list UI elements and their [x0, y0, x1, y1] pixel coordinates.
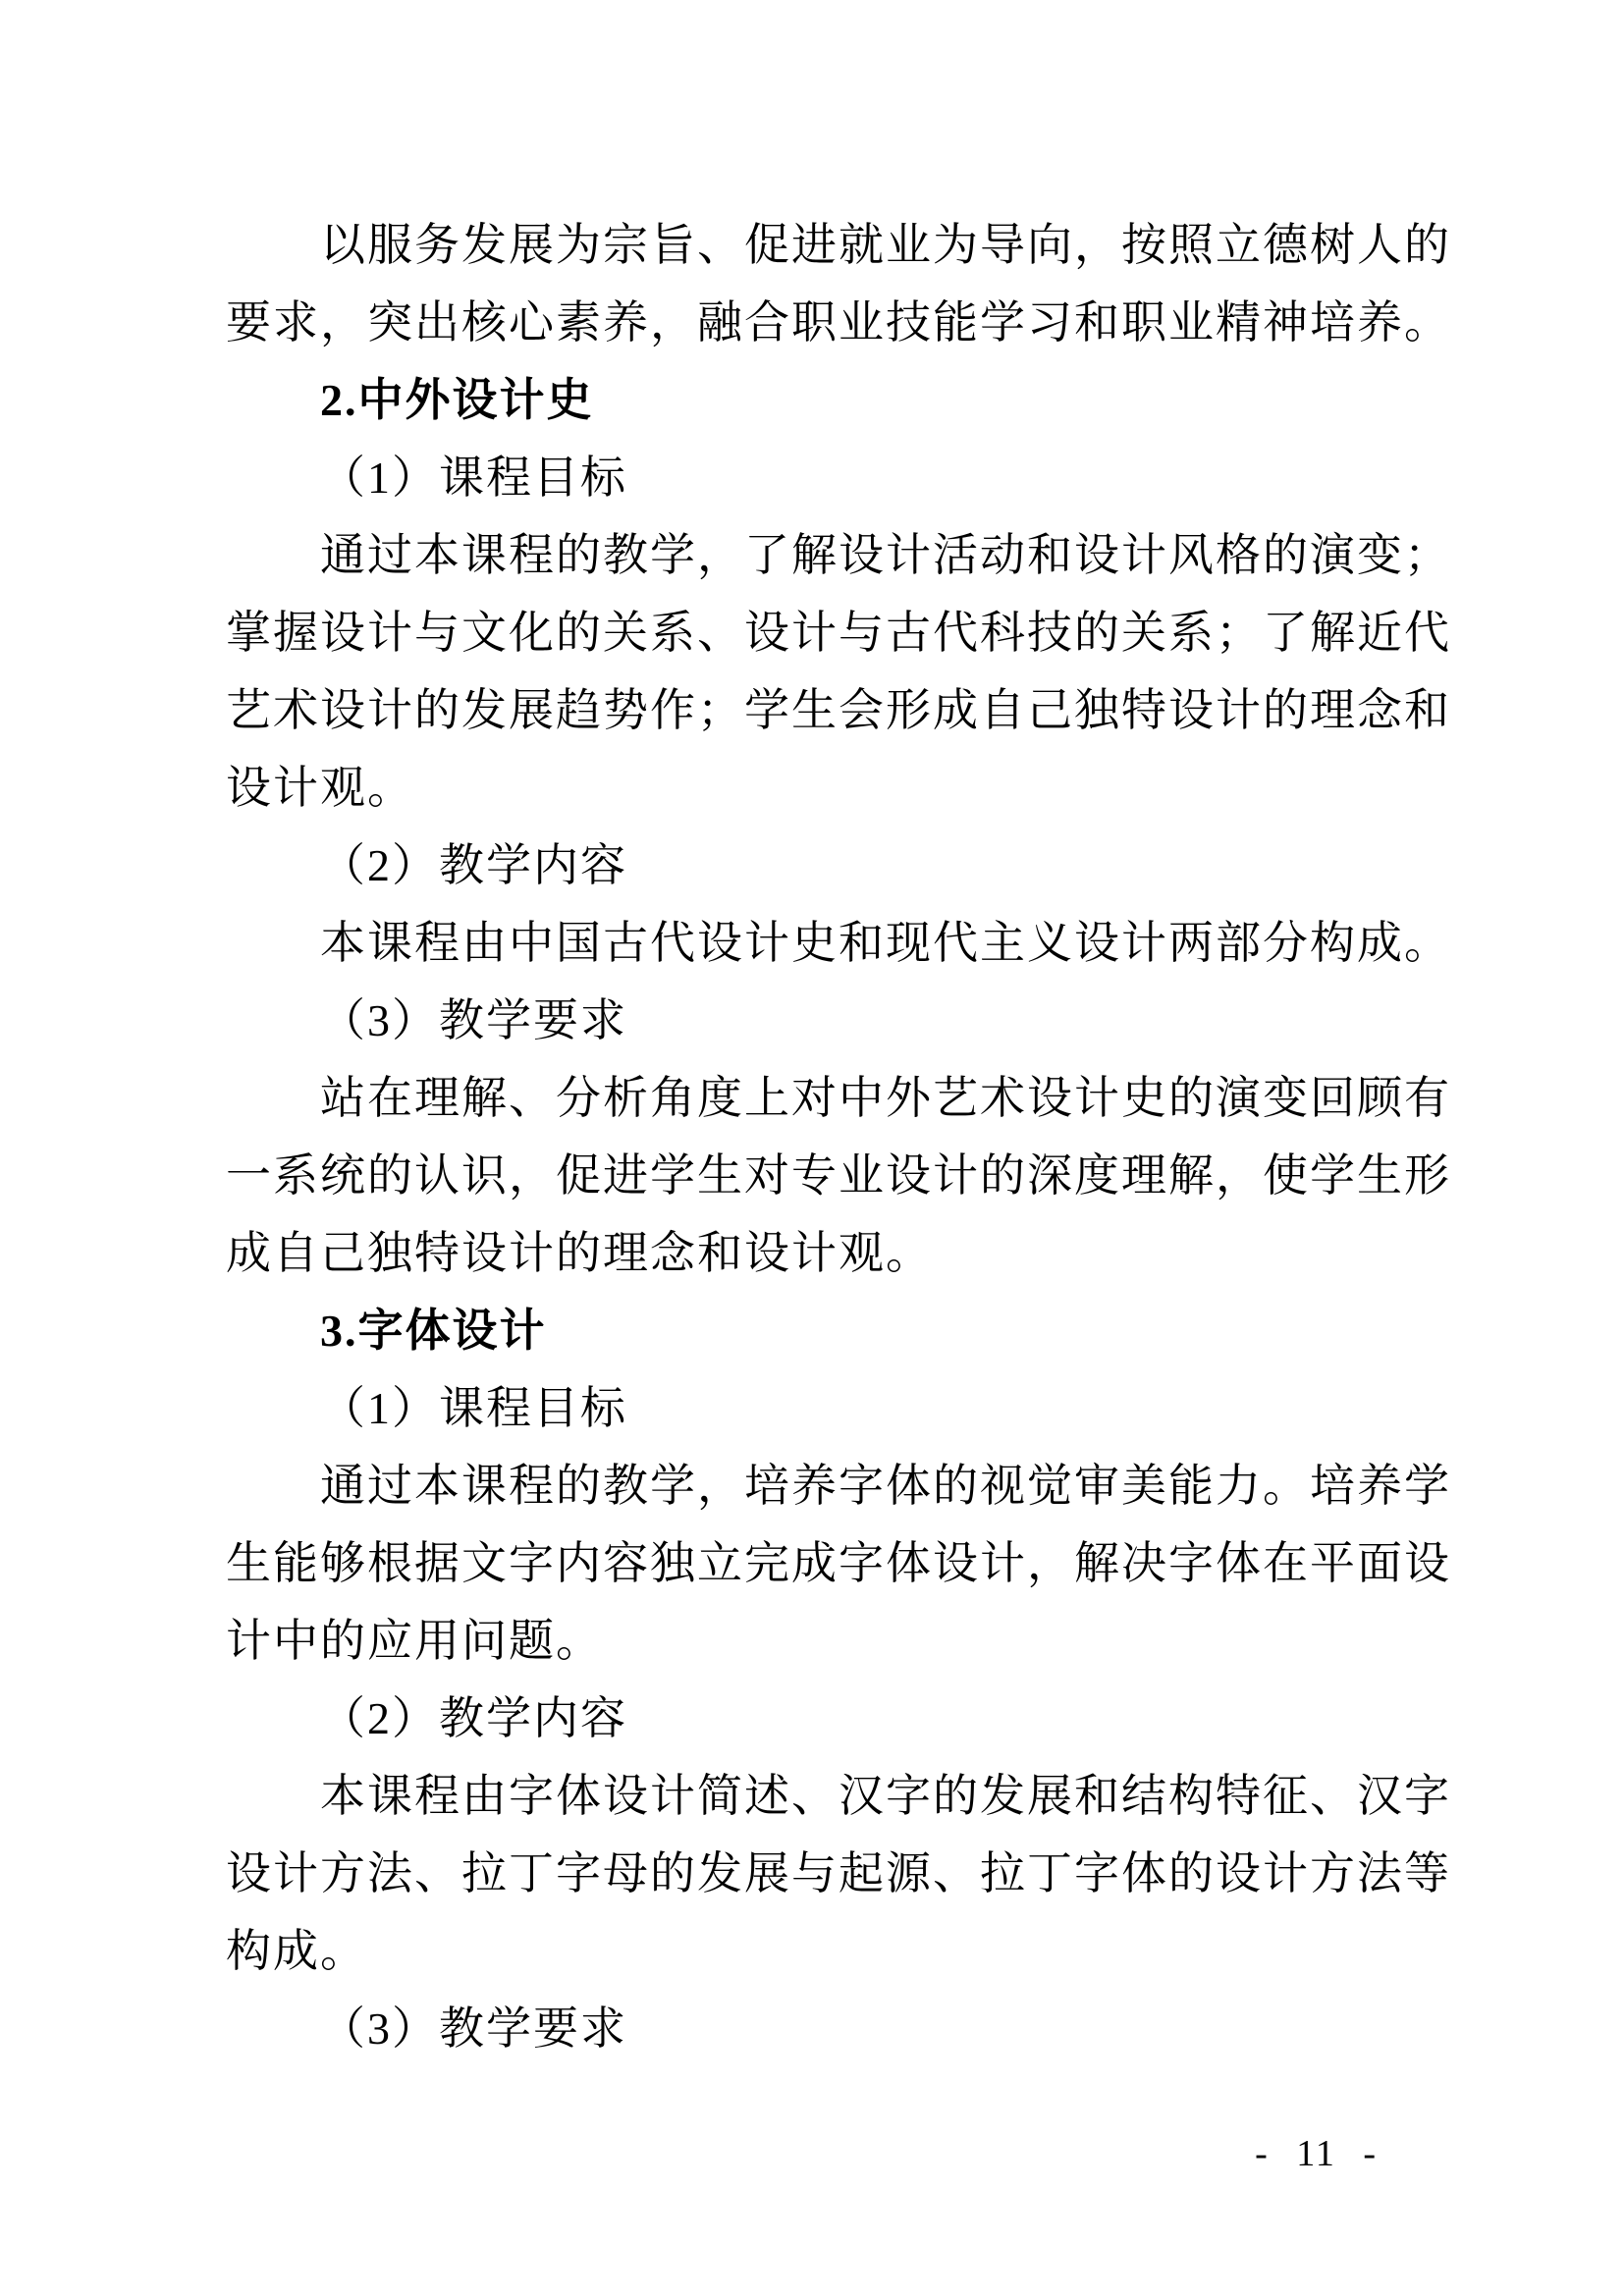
- text-line: 构成。: [226, 1926, 367, 1976]
- text-line: 艺术设计的发展趋势作；学生会形成自己独特设计的理念和: [226, 685, 1451, 735]
- text-line: 设计方法、拉丁字母的发展与起源、拉丁字体的设计方法等: [226, 1848, 1451, 1898]
- text-line: 本课程由中国古代设计史和现代主义设计两部分构成。: [320, 918, 1451, 968]
- text-line: 通过本课程的教学，了解设计活动和设计风格的演变；: [320, 530, 1451, 580]
- document-body: [226, 206, 1451, 2067]
- text-line: 2.中外设计史: [320, 375, 594, 425]
- text-line: 本课程由字体设计简述、汉字的发展和结构特征、汉字: [320, 1771, 1451, 1821]
- text-line: 以服务发展为宗旨、促进就业为导向，按照立德树人的: [320, 220, 1451, 270]
- text-line: 设计观。: [226, 763, 414, 813]
- text-line: 生能够根据文字内容独立完成字体设计，解决字体在平面设: [226, 1538, 1451, 1588]
- text-line: 计中的应用问题。: [226, 1616, 603, 1666]
- text-line: 要求，突出核心素养，融合职业技能学习和职业精神培养。: [226, 297, 1451, 347]
- text-line: （2）教学内容: [320, 840, 627, 890]
- text-line: （1）课程目标: [320, 453, 627, 503]
- text-line: 一系统的认识，促进学生对专业设计的深度理解，使学生形: [226, 1150, 1451, 1201]
- text-line: （3）教学要求: [320, 2003, 627, 2054]
- text-line: （3）教学要求: [320, 995, 627, 1045]
- page-number: - 11 -: [1255, 2133, 1378, 2174]
- text-line: 掌握设计与文化的关系、设计与古代科技的关系；了解近代: [226, 608, 1451, 658]
- text-line: 通过本课程的教学，培养字体的视觉审美能力。培养学: [320, 1461, 1451, 1511]
- text-line: 站在理解、分析角度上对中外艺术设计史的演变回顾有: [320, 1073, 1451, 1123]
- text-line: （2）教学内容: [320, 1693, 627, 1743]
- text-line: 成自己独特设计的理念和设计观。: [226, 1228, 933, 1278]
- text-line: （1）课程目标: [320, 1383, 627, 1433]
- text-line: 3.字体设计: [320, 1306, 547, 1356]
